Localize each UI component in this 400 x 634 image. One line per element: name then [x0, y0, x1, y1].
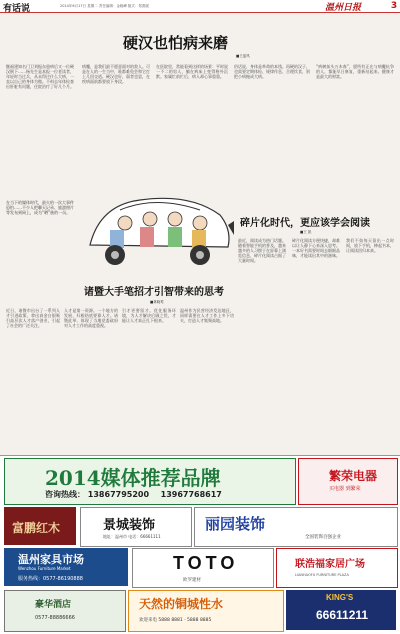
article1-headline: 硬汉也怕病来磨	[123, 34, 229, 52]
article3-column-1: 近日，诸暨市出台了一系列人才引进政策，拿出真金白银吸引高层次人才落户创业，引起了社会的广泛关注。	[6, 308, 60, 329]
ad-liyuan-name: 丽园装饰	[205, 515, 266, 533]
article3-headline: 诸暨大手笔招才引智带来的思考	[84, 287, 224, 298]
article2-column-3: 我们不妨每天留出一点时间，放下手机，捧起书本，让阅读回归本真。	[346, 238, 394, 254]
ad-tile-bottom-1	[4, 590, 126, 632]
ad-banner-hotline-label: 咨询热线：	[45, 490, 85, 499]
paper-name: 温州日报	[325, 3, 362, 13]
ad-tile-redwood	[4, 507, 76, 545]
ad-toto-name: TOTO	[173, 553, 239, 573]
ad-bottom2-name: 天然的铜城性水	[139, 597, 224, 611]
ad-bottom1-phone: 0577-88886666	[35, 615, 75, 621]
ad-electrical-name: 繁荣电器	[329, 469, 378, 483]
ad-banner-title: 2014媒体推荐品牌	[45, 466, 221, 490]
article2-column-1: 最近，阅读成为热门话题。随着智能手机的普及，越来越多的人习惯于在屏幕上浏览信息，碎片化阅读占据了大量时间。	[238, 238, 286, 264]
ad-lianyu-name: 联浩福家居广场	[295, 559, 365, 570]
ad-bottom1-name: 豪华酒店	[35, 600, 72, 610]
cartoon-illustration	[80, 175, 235, 275]
article1-column-1: 继福建知名门卫刘振东患病后又一位硬汉倒下……杨先生是本报一位老读者，年轻时当过兵，从未得过什么大病，一直以自己的身体为傲。不料去年体检查出肝脏有问题，住院治疗了好几个月。	[6, 64, 74, 90]
article2-headline: 碎片化时代，更应该学会阅读	[240, 218, 370, 229]
ad-tile-furniture-market	[4, 548, 128, 586]
article1-column-2: 病魔，是我们最不愿意面对的敌人。可是在人的一生当中，谁都难免会和它打上几回交道。硬汉也好，弱者也罢，在疾病面前都要放下身段。	[82, 64, 150, 85]
ad-furniture-phone: 服务热线：0577-86190888	[18, 576, 83, 582]
article2-byline: ■王 凯	[300, 230, 312, 234]
ad-jingcheng-sub: 地址：温州市 电话：66661111	[103, 534, 161, 539]
ad-tile-bottom-2	[128, 590, 284, 632]
ad-lianyu-sub: LIANHAOFU FURNITURE PLAZA	[295, 573, 349, 577]
ad-bottom2-sub: 欢迎来电 5888 8881 · 5888 8885	[139, 618, 212, 623]
ad-bottom3-name: KING'S	[326, 593, 354, 602]
ad-tile-liyuan	[194, 507, 398, 547]
ad-tile-lianyu	[276, 548, 398, 588]
date-line: 2014年6月17日 星期二 责任编辑：金晓峰 版式：郑燕妮	[60, 4, 149, 8]
ad-liyuan-sub: 全国装饰百强企业	[305, 535, 341, 540]
ad-banner	[4, 458, 296, 505]
article3-column-4: 温州作为民营经济发达地区，同样需要在人才工作上多下功夫，打造人才集聚高地。	[180, 308, 234, 324]
article1-column-3: 在医院里，常能看到这样的场景：平时说一不二的男人，躺在病床上变得格外沉默。家属忙前忙后，病人却心事重重。	[156, 64, 228, 80]
ad-furniture-name: 温州家具市场	[18, 553, 84, 566]
article3-column-3: 引才更要留才。优化服务环境，为人才解决后顾之忧，才能让人才真正扎下根来。	[122, 308, 176, 324]
ad-banner-hotline-1: 13867795200	[87, 490, 150, 499]
ad-tile-electrical	[298, 458, 398, 505]
ad-tile-bottom-3	[286, 590, 396, 630]
ad-tile-jingcheng	[80, 507, 192, 547]
ad-tile-toto	[132, 548, 274, 588]
article3-column-2: 人才是第一资源。一个地方的发展，归根结底要靠人才。诸暨此举，体现了当地党委政府对人才工作的高度重视。	[64, 308, 118, 329]
article3-byline: ■林晓莺	[150, 300, 164, 304]
photo-caption: 在当下的媒体时代，最火的一次大事件恐怕……不少人把聊天记录、旅游照片等发布到网上，成为“晒”族的一员。	[6, 200, 74, 216]
article1-column-5: “病树前头万木春”，愿所有正在与病魔抗争的人，都能早日康复，重新站起来。健康才是最大的财富。	[316, 64, 394, 80]
article1-column-4: 俗话说，身体是革命的本钱。再硬的汉子，也需要定期体检、规律作息、合理饮食，别把小病拖成大病。	[234, 64, 310, 80]
ad-toto-sub: 欧罗建材	[183, 578, 201, 583]
ad-jingcheng-name: 景城装饰	[103, 518, 156, 533]
ad-bottom3-phone: 66611211	[316, 608, 369, 622]
ad-furniture-sub: Wenzhou Furniture Market	[18, 566, 71, 571]
ad-electrical-sub: 买电器 到繁荣	[329, 486, 361, 492]
article2-column-2: 碎片化阅读方便快捷，却难以让人静下心来深入思考。一本好书需要时间去细细品味，才能读出其中的滋味。	[292, 238, 340, 259]
page-number: 3	[388, 0, 400, 12]
section-name: 有话说	[3, 4, 31, 14]
ad-redwood-name: 富鹏红木	[12, 521, 61, 535]
ad-banner-hotline-2: 13967768617	[160, 490, 222, 499]
article1-byline: ■王蓝风	[236, 54, 250, 58]
